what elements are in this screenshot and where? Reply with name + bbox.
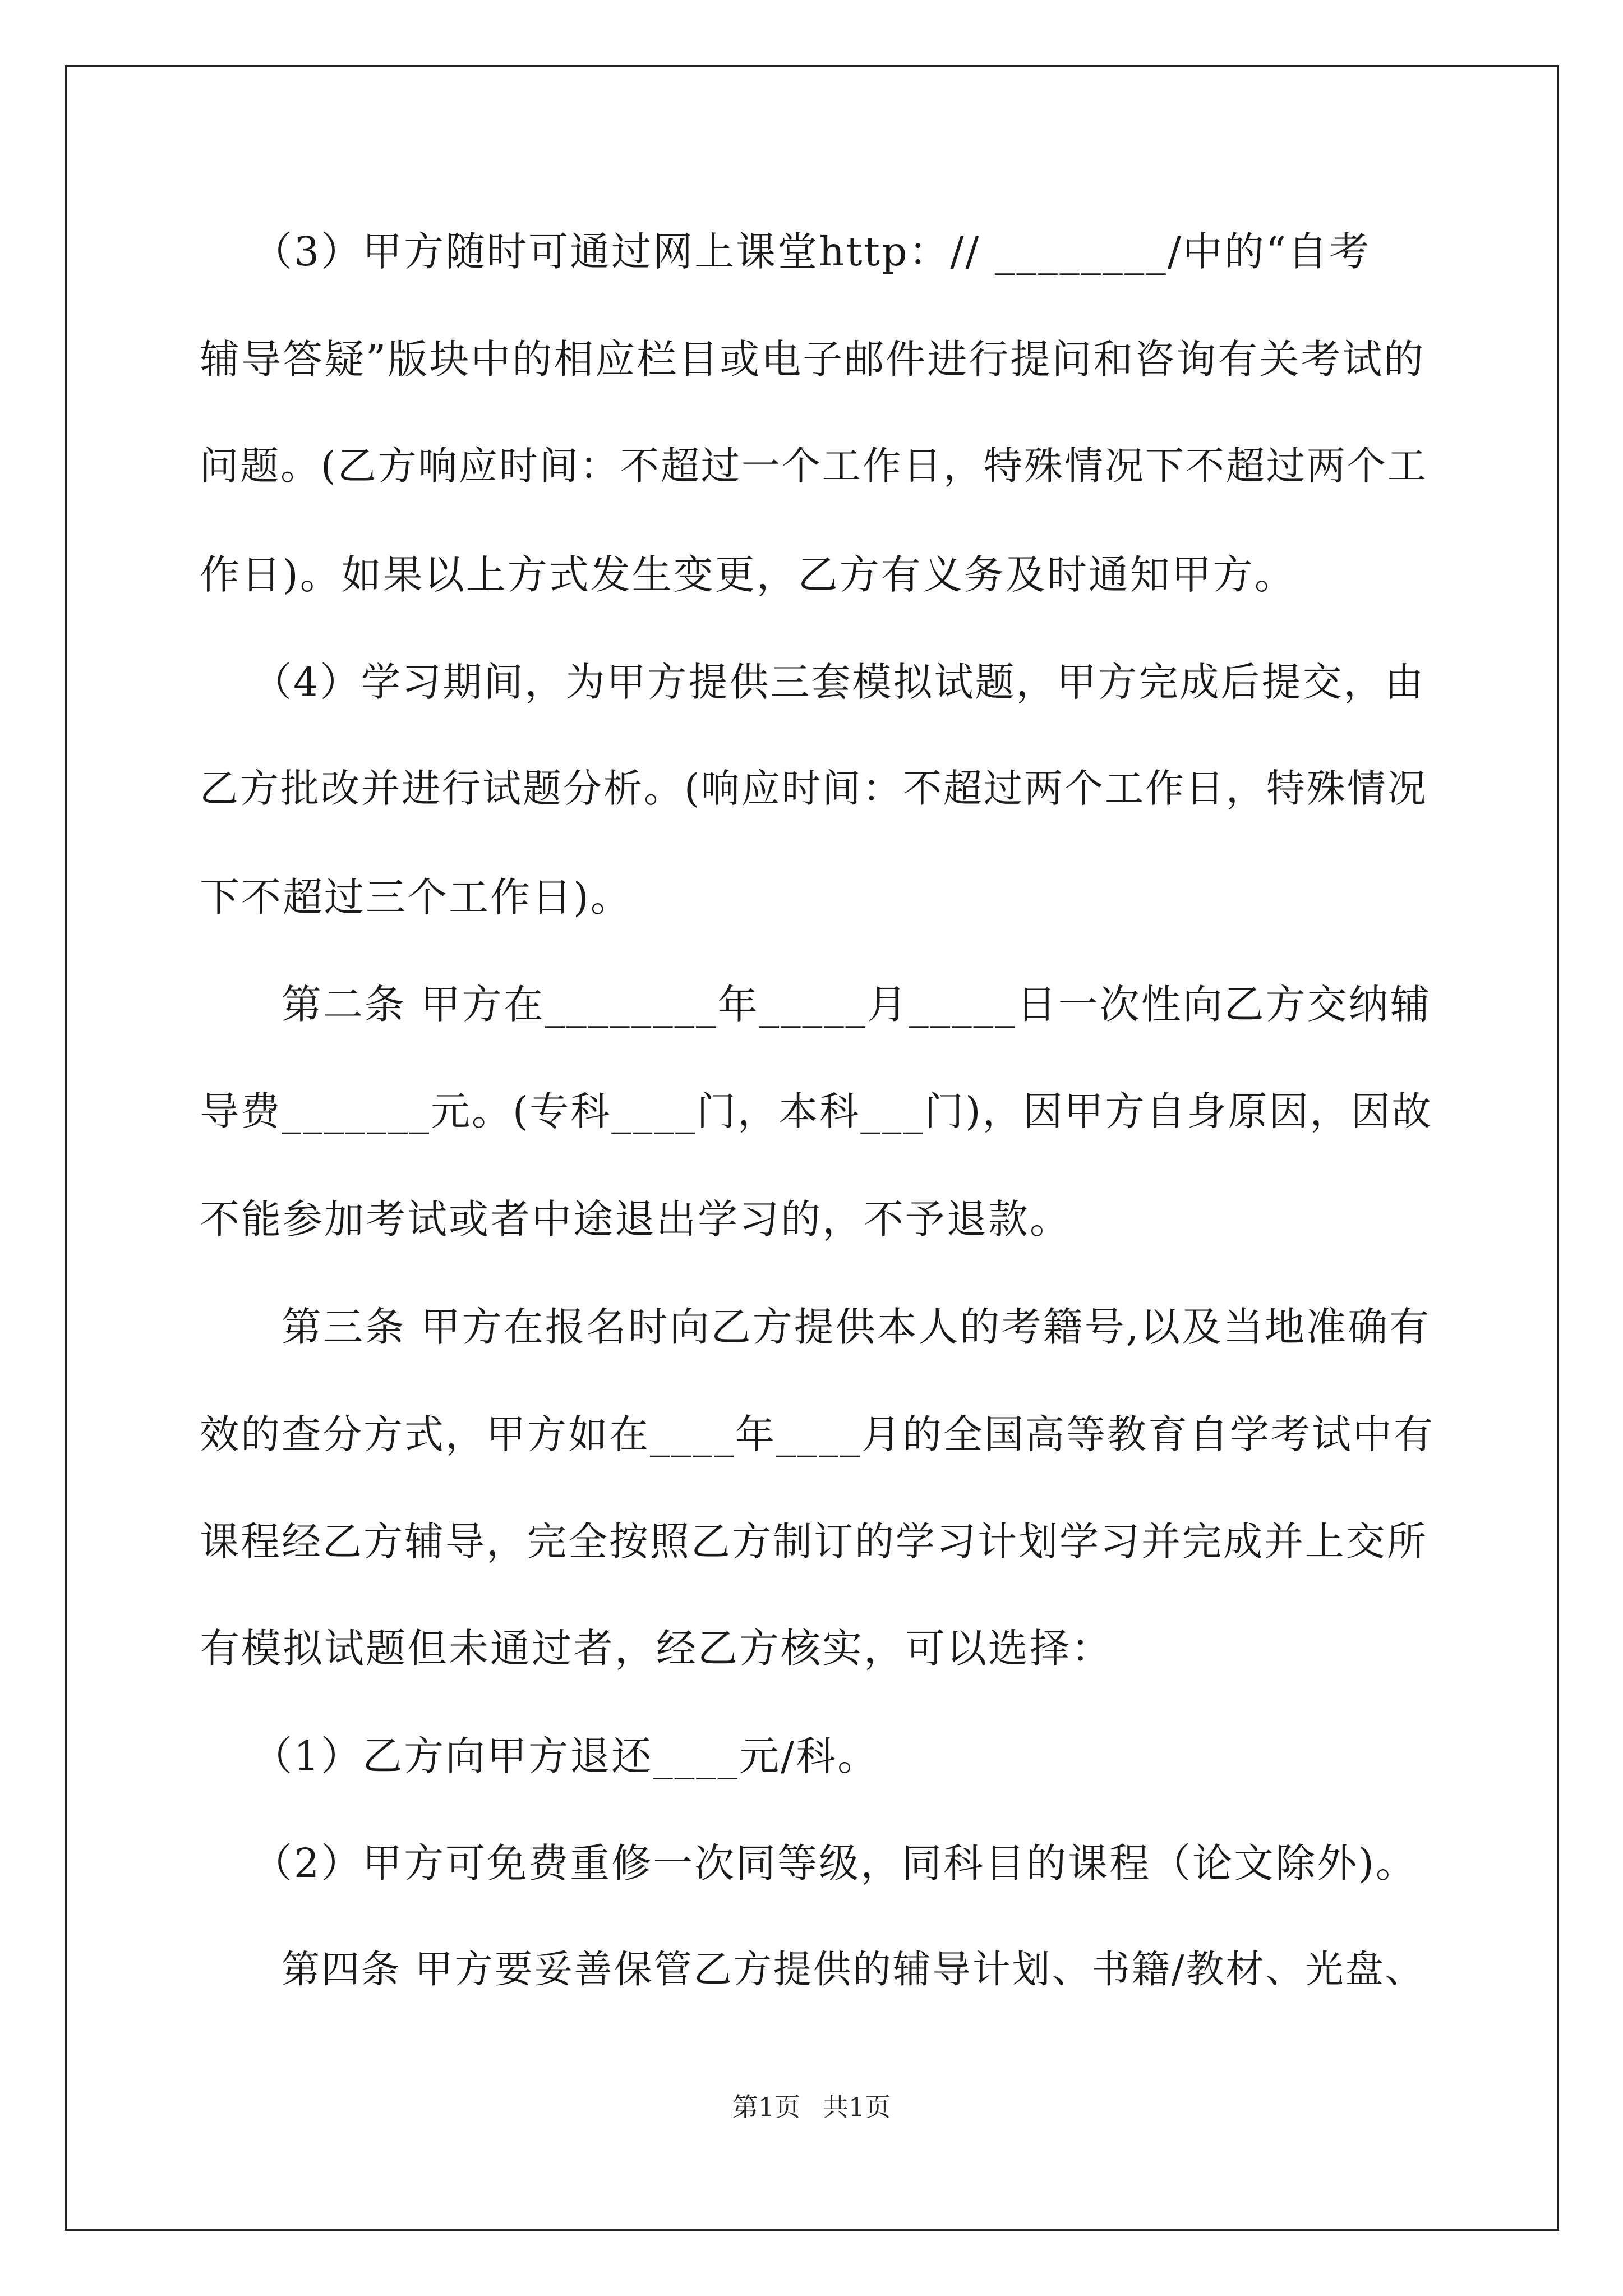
text-line: 第四条 甲方要妥善保管乙方提供的辅导计划、书籍/教材、光盘、: [282, 1948, 1425, 1992]
page-total: 共1页: [823, 2092, 891, 2122]
page-number: 第1页: [732, 2092, 800, 2122]
text-line: 问题。(乙方响应时间：不超过一个工作日，特殊情况下不超过两个工: [200, 444, 1428, 489]
text-line: 不能参加考试或者中途退出学习的，不予退款。: [200, 1196, 1072, 1243]
text-line: 作日)。如果以上方式发生变更，乙方有义务及时通知甲方。: [200, 551, 1296, 598]
text-line: 辅导答疑”版块中的相应栏目或电子邮件进行提问和咨询有关考试的: [200, 336, 1426, 383]
text-line: 第二条 甲方在________年_____月_____日一次性向乙方交纳辅: [282, 981, 1432, 1028]
text-line: （4）学习期间，为甲方提供三套模拟试题，甲方完成后提交，由: [252, 659, 1426, 705]
text-line: （1）乙方向甲方退还____元/科。: [252, 1733, 879, 1779]
text-line: 第三条 甲方在报名时向乙方提供本人的考籍号,以及当地准确有: [282, 1304, 1431, 1350]
page-border: [65, 65, 1559, 2231]
text-line: （3）甲方随时可通过网上课堂http：// ________/中的“自考: [252, 228, 1371, 275]
page-footer: [0, 2094, 1623, 2120]
text-line: 课程经乙方辅导，完全按照乙方制订的学习计划学习并完成并上交所: [200, 1519, 1428, 1565]
text-line: 乙方批改并进行试题分析。(响应时间：不超过两个工作日，特殊情况: [200, 766, 1428, 811]
text-line: 有模拟试题但未通过者，经乙方核实，可以选择：: [200, 1625, 1113, 1672]
text-line: 下不超过三个工作日)。: [200, 874, 632, 921]
text-line: （2）甲方可免费重修一次同等级，同科目的课程（论文除外)。: [252, 1840, 1417, 1887]
text-line: 导费_______元。(专科____门，本科___门)，因甲方自身原因，因故: [200, 1088, 1433, 1134]
text-line: 效的查分方式，甲方如在____年____月的全国高等教育自学考试中有: [200, 1411, 1435, 1457]
